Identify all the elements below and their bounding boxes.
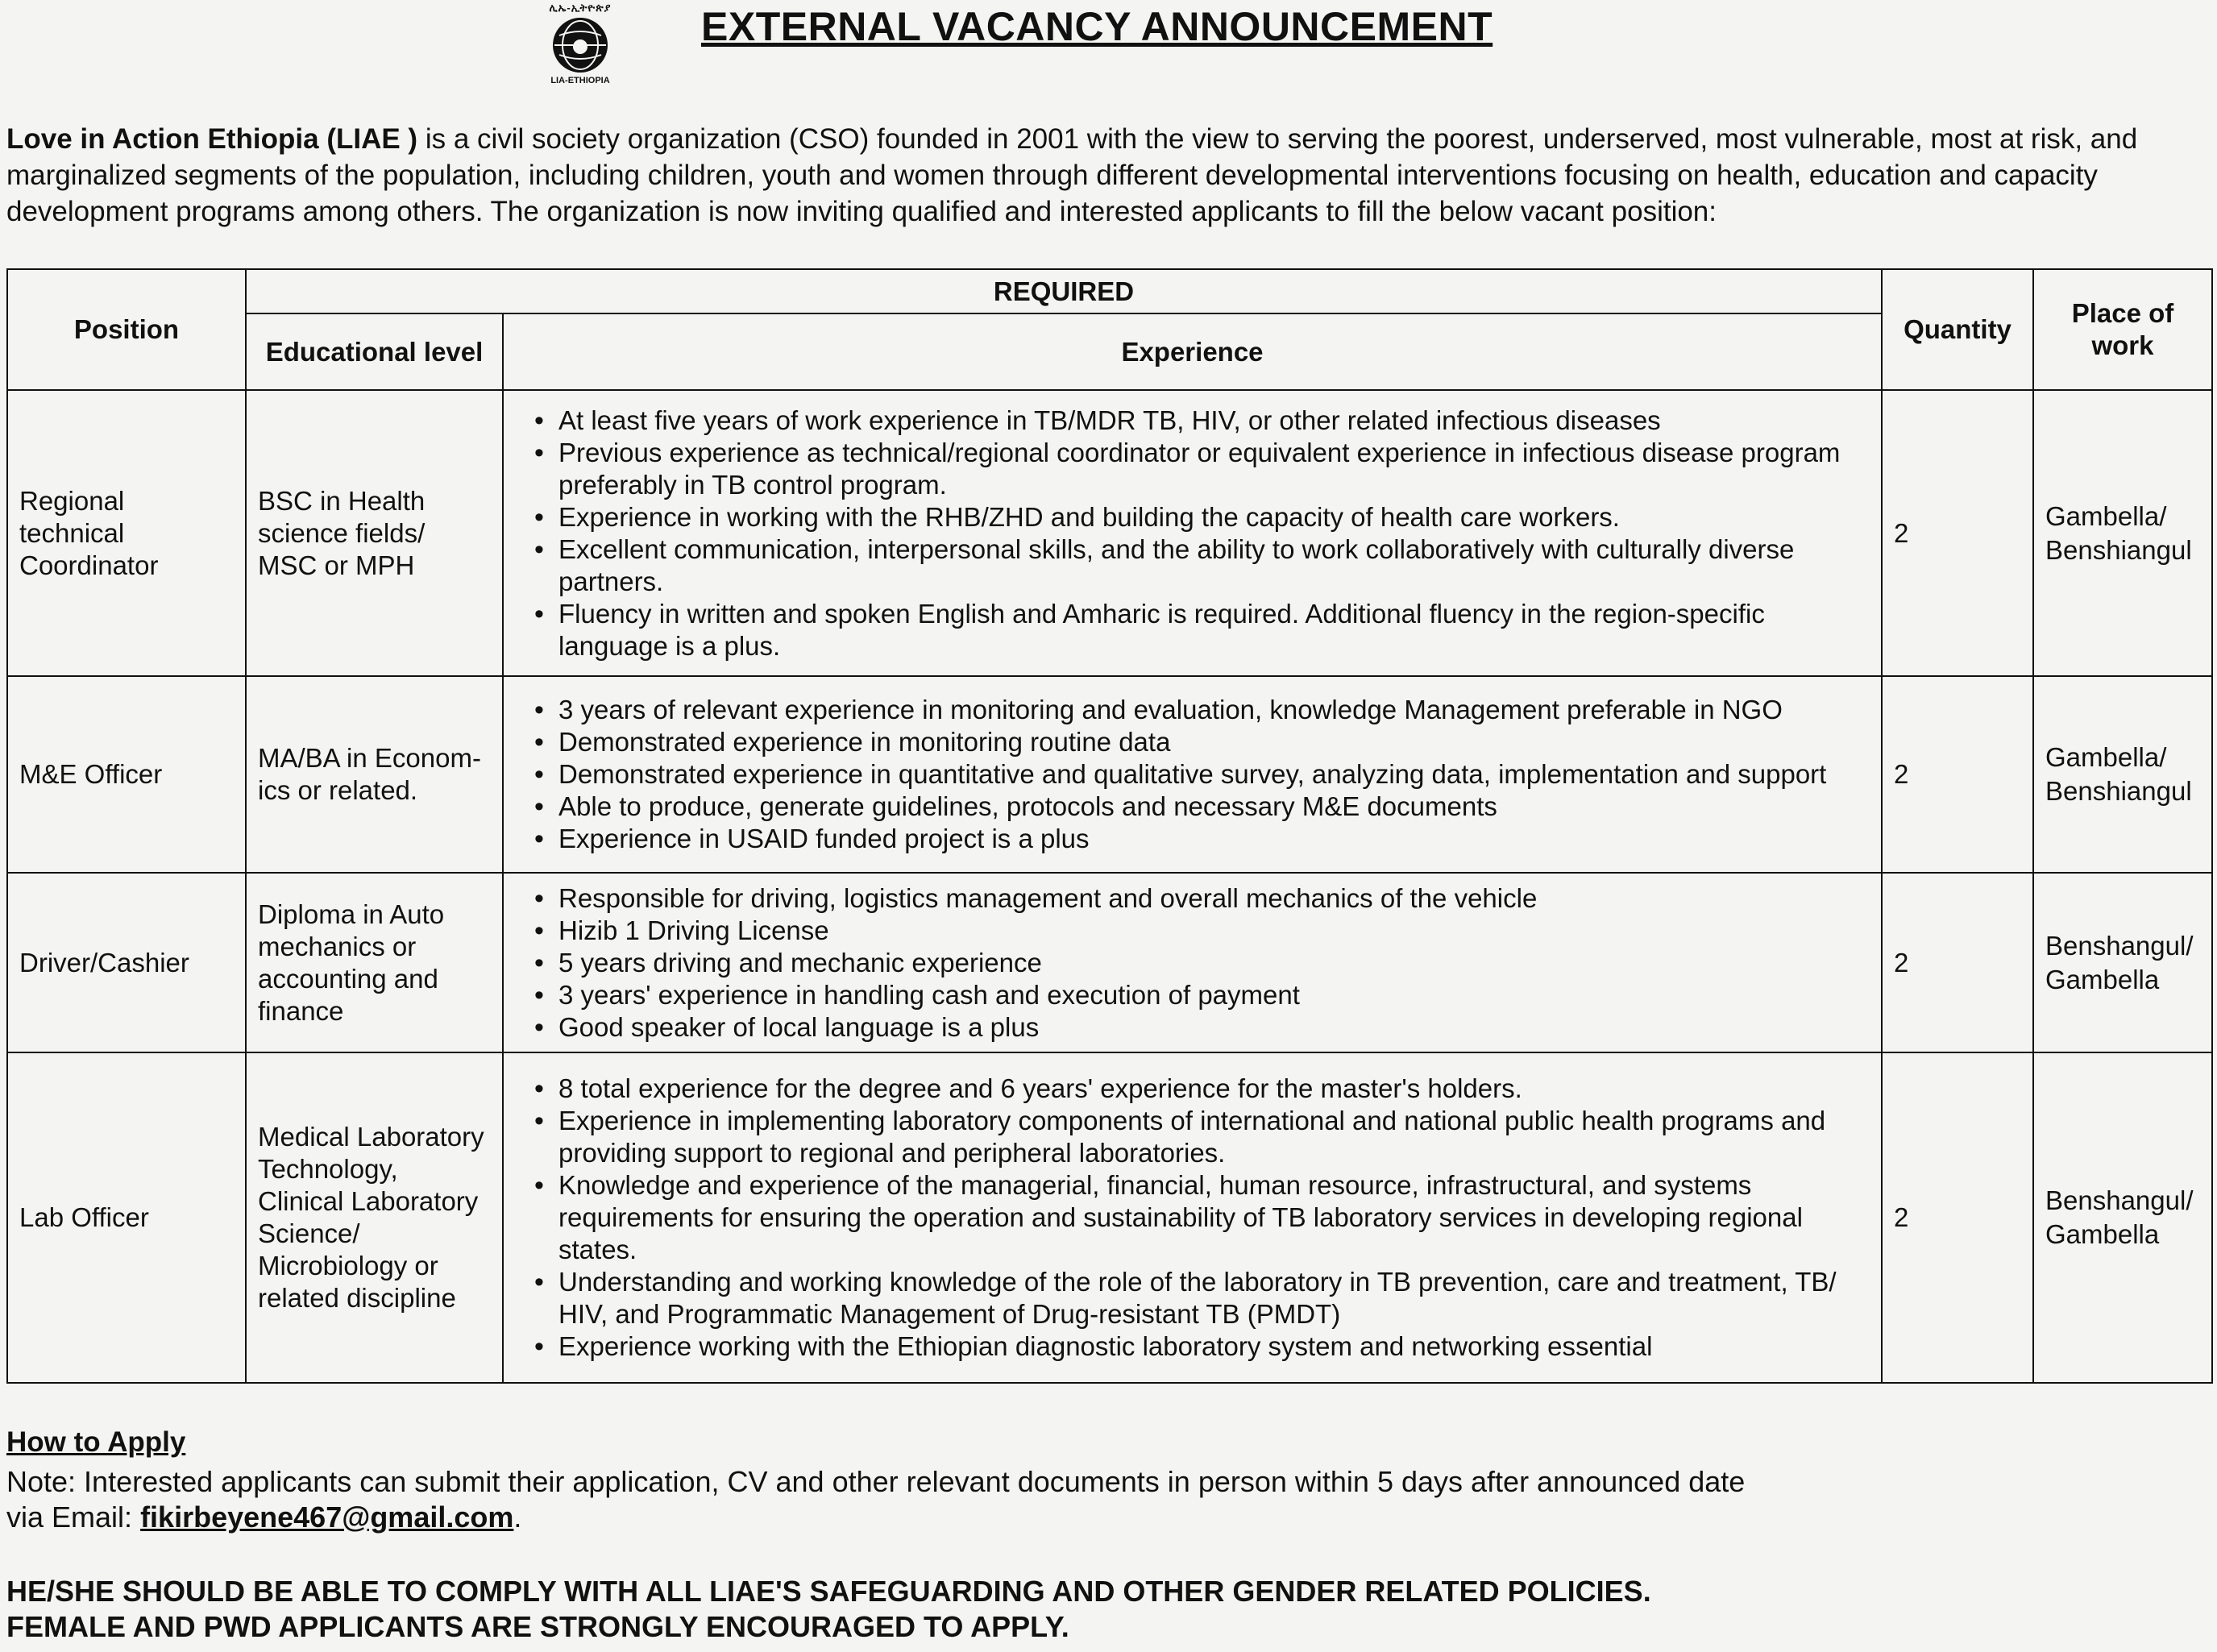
header-required: REQUIRED — [246, 269, 1882, 313]
experience-item: • Experience in USAID funded project is a plus — [538, 823, 1870, 855]
email-suffix: . — [513, 1500, 522, 1534]
intro-text: is a civil society organization (CSO) founded in 2001 with the view to serving the poorest, underserved, most vulnerable, most at risk, and marginalized segments of the population, including children, youth and women through different developmental interventions focusing on health, education and capacity development programs among others. The organization is now inviting qualified and interested applicants to fill the below vacant position: — [6, 123, 2138, 227]
experience-item: • 5 years driving and mechanic experience — [538, 947, 1870, 979]
row-experience — [503, 390, 1882, 676]
row-place-of-work: Benshangul/ Gambella — [2033, 873, 2212, 1052]
table-row — [7, 390, 2212, 676]
row-experience — [503, 1052, 1882, 1383]
experience-item: • Demonstrated experience in quantitative and qualitative survey, analyzing data, implementation and support — [538, 758, 1870, 791]
row-place-of-work: Benshangul/ Gambella — [2033, 1052, 2212, 1383]
logo-bottom-text: LIA-ETHIOPIA — [550, 76, 610, 85]
via-email-label: via Email: — [6, 1500, 133, 1534]
page-title: EXTERNAL VACANCY ANNOUNCEMENT — [701, 4, 1493, 49]
row-education: MA/BA in Econom-ics or related. — [246, 676, 503, 873]
experience-item: • Knowledge and experience of the managerial, financial, human resource, infrastructural, and systems requirements for ensuring the operation and sustainability of TB laboratory services in developing regional states. — [538, 1169, 1870, 1266]
globe-hands-icon — [548, 15, 612, 76]
table-row — [7, 873, 2212, 1052]
header-experience: Experience — [503, 313, 1882, 390]
policy-line-2: FEMALE AND PWD APPLICANTS ARE STRONGLY ENCOURAGED TO APPLY. — [6, 1610, 1069, 1643]
experience-item: • Hizib 1 Driving License — [538, 915, 1870, 947]
experience-item: • Understanding and working knowledge of the role of the laboratory in TB prevention, care and treatment, TB/ HIV, and Programmatic Management of Drug-resistant TB (PMDT) — [538, 1266, 1870, 1330]
experience-item: • 8 total experience for the degree and 6 years' experience for the master's holders. — [538, 1073, 1870, 1105]
experience-item: • Demonstrated experience in monitoring routine data — [538, 726, 1870, 758]
header-educational-level: Educational level — [246, 313, 503, 390]
experience-item: • Experience in implementing laboratory components of international and national public health programs and providing support to regional and peripheral laboratories. — [538, 1105, 1870, 1169]
experience-item: • Experience working with the Ethiopian diagnostic laboratory system and networking essential — [538, 1330, 1870, 1363]
row-quantity: 2 — [1882, 1052, 2033, 1383]
row-position: Regional technical Coordinator — [7, 390, 246, 676]
experience-item: • 3 years of relevant experience in monitoring and evaluation, knowledge Management preferable in NGO — [538, 694, 1870, 726]
application-note — [6, 1464, 2102, 1535]
email-link[interactable]: fikirbeyene467@gmail.com — [140, 1500, 514, 1534]
table-row — [7, 676, 2212, 873]
table-row — [7, 1052, 2212, 1383]
experience-item: • Good speaker of local language is a plus — [538, 1011, 1870, 1044]
row-education: Diploma in Auto mechanics or accounting and finance — [246, 873, 503, 1052]
experience-item: • Responsible for driving, logistics management and overall mechanics of the vehicle — [538, 882, 1870, 915]
row-education: Medical Laboratory Technology, Clinical Laboratory Science/ Microbiology or related discipline — [246, 1052, 503, 1383]
row-experience — [503, 873, 1882, 1052]
policy-statement — [6, 1574, 2182, 1645]
row-position: Driver/Cashier — [7, 873, 246, 1052]
experience-item: • At least five years of work experience in TB/MDR TB, HIV, or other related infectious diseases — [538, 405, 1870, 437]
note-text: Note: Interested applicants can submit their application, CV and other relevant documents in person within 5 days after announced date — [6, 1465, 1746, 1498]
header-place-of-work: Place of work — [2033, 269, 2212, 390]
logo-top-text: ሊኤ-ኢትዮጵያ — [549, 2, 612, 14]
how-to-apply-heading: How to Apply — [6, 1426, 186, 1458]
policy-line-1: HE/SHE SHOULD BE ABLE TO COMPLY WITH ALL LIAE'S SAFEGUARDING AND OTHER GENDER RELATED POLICIES. — [6, 1575, 1651, 1608]
row-place-of-work: Gambella/ Benshiangul — [2033, 676, 2212, 873]
row-experience — [503, 676, 1882, 873]
experience-item: • 3 years' experience in handling cash and execution of payment — [538, 979, 1870, 1011]
experience-item: • Experience in working with the RHB/ZHD and building the capacity of health care workers. — [538, 501, 1870, 533]
row-position: Lab Officer — [7, 1052, 246, 1383]
vacancy-table — [6, 268, 2213, 1384]
row-place-of-work: Gambella/ Benshiangul — [2033, 390, 2212, 676]
experience-item: • Previous experience as technical/regional coordinator or equivalent experience in infectious disease program preferably in TB control program. — [538, 437, 1870, 501]
header-position: Position — [7, 269, 246, 390]
experience-item: • Able to produce, generate guidelines, protocols and necessary M&E documents — [538, 791, 1870, 823]
organization-name: Love in Action Ethiopia (LIAE ) — [6, 123, 418, 155]
organization-logo — [532, 2, 629, 98]
experience-item: • Excellent communication, interpersonal skills, and the ability to work collaboratively with culturally diverse partners. — [538, 533, 1870, 598]
header-quantity: Quantity — [1882, 269, 2033, 390]
intro-paragraph — [6, 121, 2211, 230]
row-quantity: 2 — [1882, 676, 2033, 873]
row-quantity: 2 — [1882, 873, 2033, 1052]
row-quantity: 2 — [1882, 390, 2033, 676]
row-education: BSC in Health science fields/ MSC or MPH — [246, 390, 503, 676]
experience-item: • Fluency in written and spoken English and Amharic is required. Additional fluency in the region-specific language is a plus. — [538, 598, 1870, 662]
row-position: M&E Officer — [7, 676, 246, 873]
